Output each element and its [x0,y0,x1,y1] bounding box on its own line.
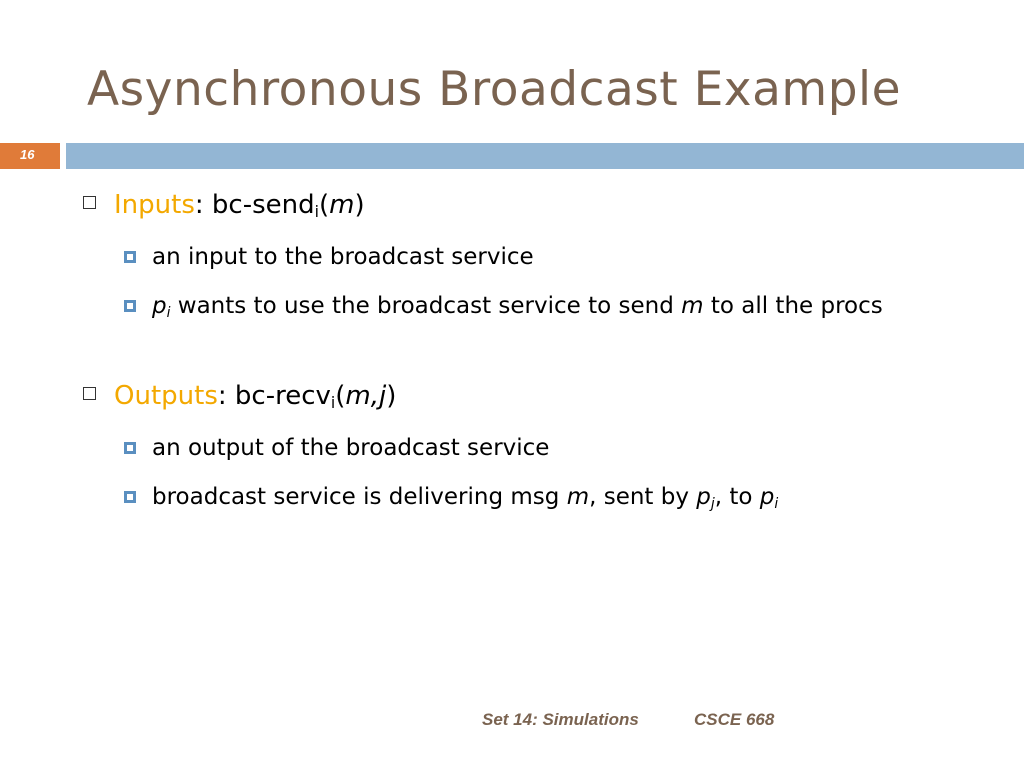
sub-bullet-output-1: an output of the broadcast service [124,428,944,469]
footer-course-label: CSCE 668 [694,710,775,729]
sub-bullet-input-1: an input to the broadcast service [124,237,944,278]
square-bullet-icon [83,196,96,209]
filled-square-bullet-icon [124,442,136,454]
filled-square-bullet-icon [124,300,136,312]
sub-bullet-input-2: $p_i$ wants to use the broadcast service to send m to all the procs [124,286,944,327]
inputs-expr: bc-send$_i$(m) [203,190,365,221]
slide-number: 16 [20,147,35,162]
outputs-expr: bc-recv$_i$(m,j) [226,381,397,412]
bullet-inputs [83,190,365,220]
outputs-colon: : [217,381,227,411]
square-bullet-icon [83,387,96,400]
bullet-outputs [83,381,396,411]
inputs-colon: : [194,190,204,220]
sub-bullet-output-2: broadcast service is delivering msg m, sent by $p_j$, to $p_i$ [124,477,944,518]
inputs-label: Inputs [114,190,195,220]
outputs-label: Outputs [114,381,218,411]
filled-square-bullet-icon [124,491,136,503]
slide-title: Asynchronous Broadcast Example [87,62,901,117]
title-divider-bar [66,143,1024,169]
footer-set-label: Set 14: Simulations [482,710,639,729]
filled-square-bullet-icon [124,251,136,263]
